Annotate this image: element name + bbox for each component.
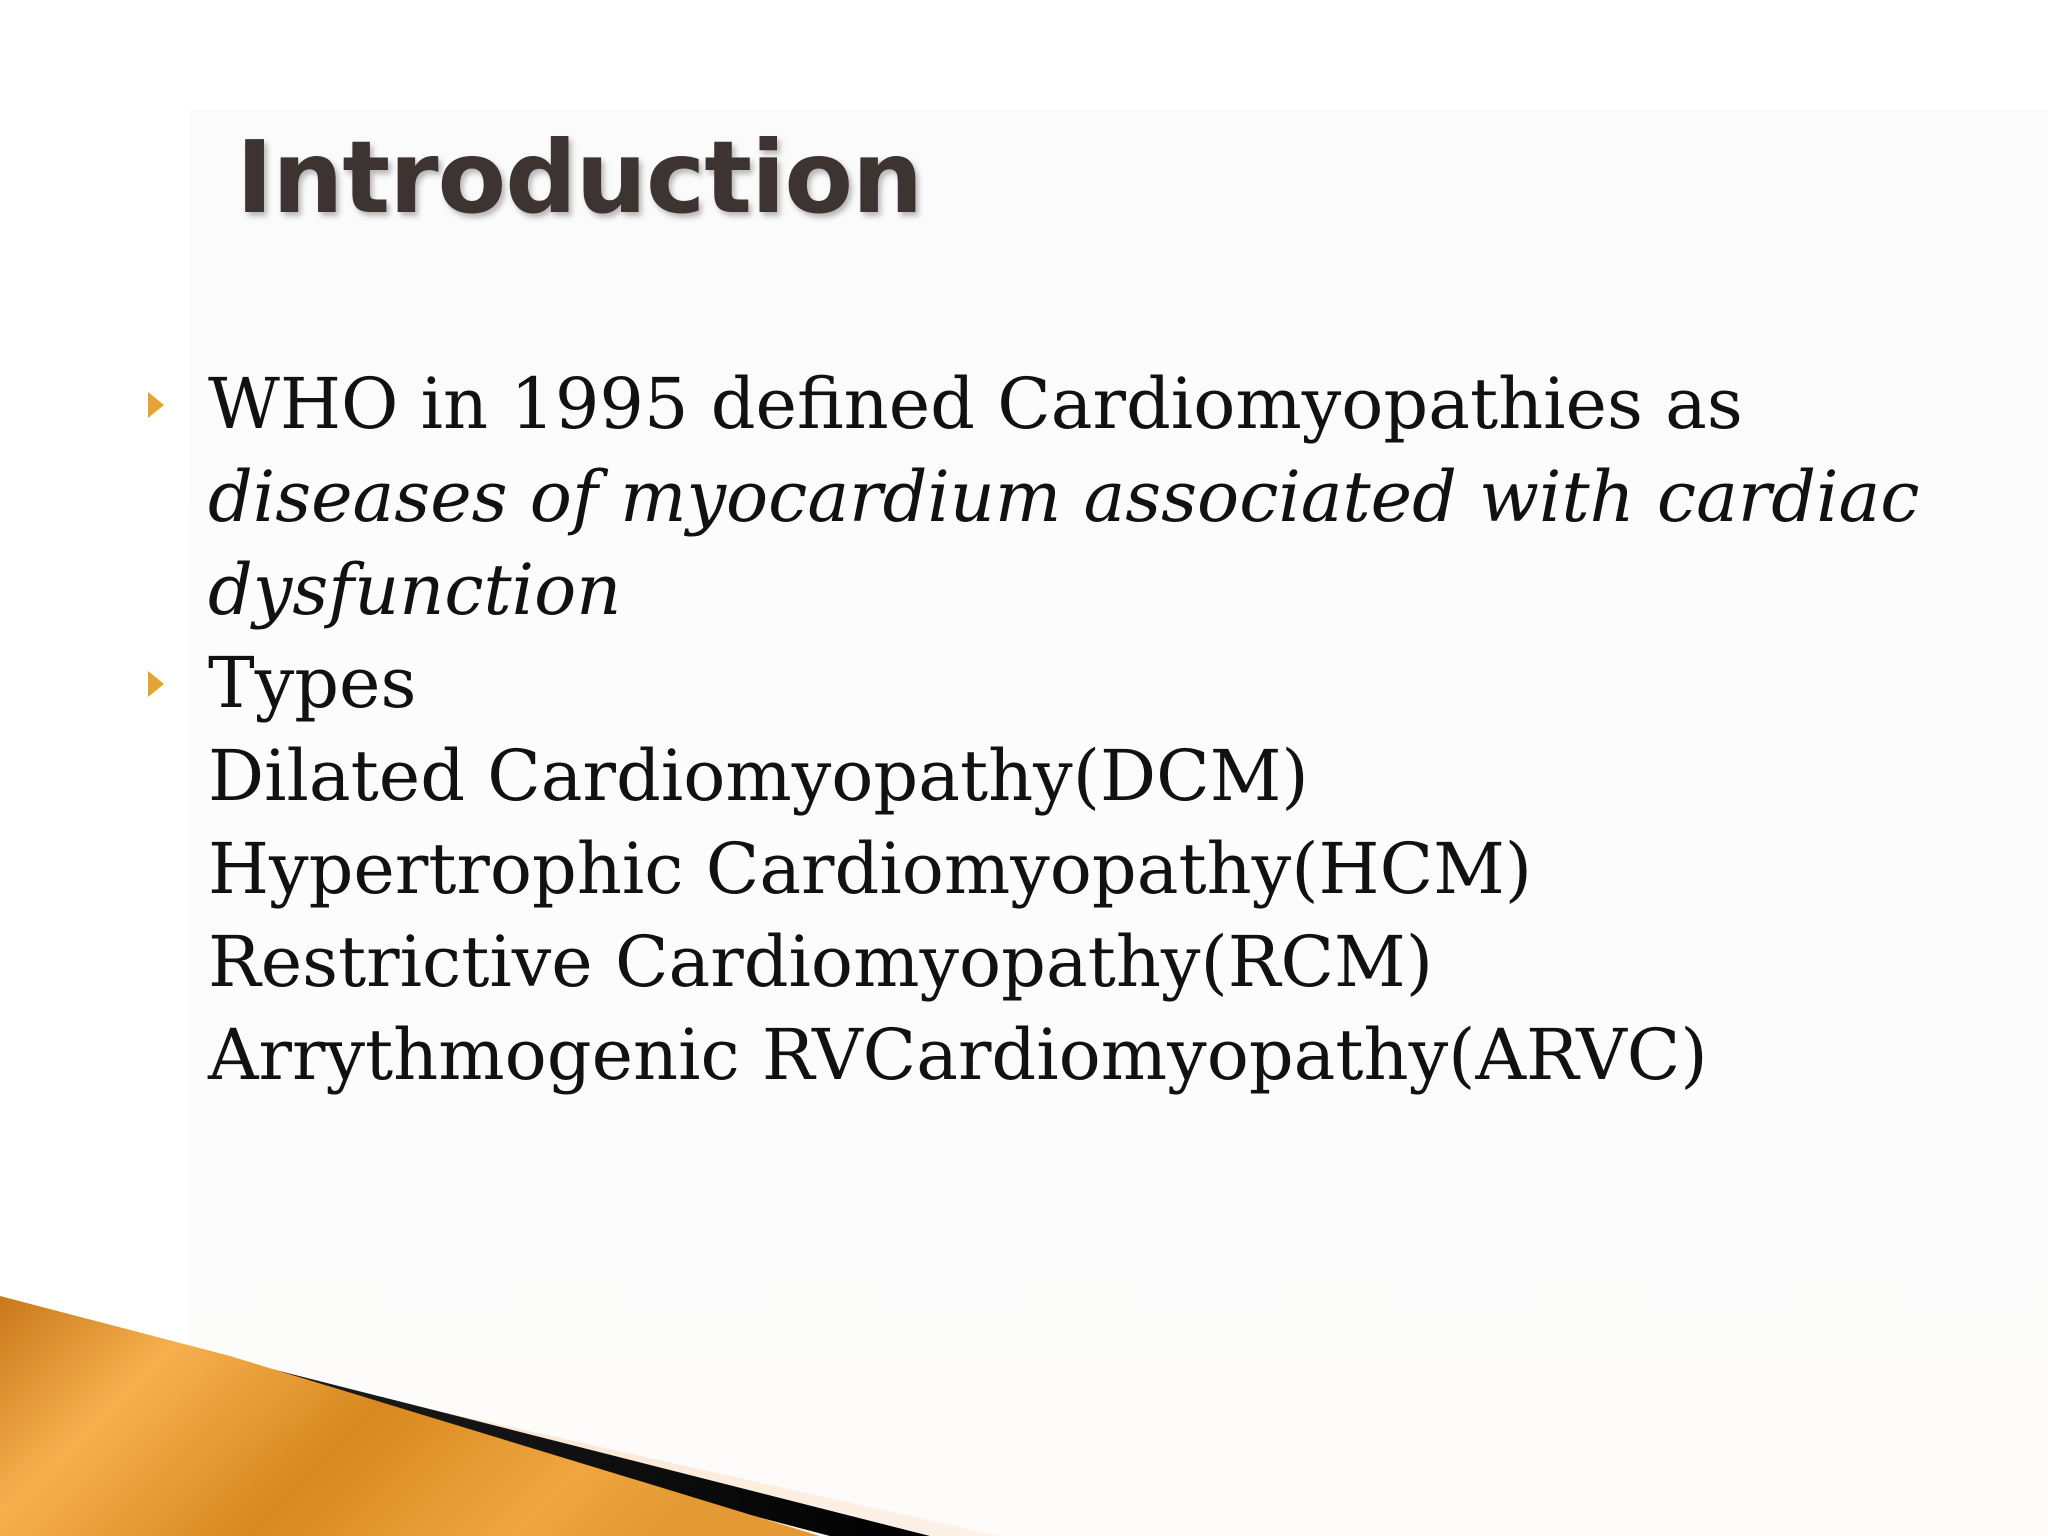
slide-title: Introduction [236,119,923,236]
type-line-arvc: Arrythmogenic RVCardiomyopathy(ARVC) [208,1014,1708,1096]
bullet-text: Types [208,642,417,724]
definition-italic-line: diseases of myocardium associated with cardiac [208,456,1920,538]
gold-wedge [0,1296,820,1536]
type-line-hcm: Hypertrophic Cardiomyopathy(HCM) [208,828,1533,910]
type-line-dcm: Dilated Cardiomyopathy(DCM) [208,735,1309,817]
type-line-rcm: Restrictive Cardiomyopathy(RCM) [208,921,1433,1003]
bullet-text: WHO in 1995 defined Cardiomyopathies as [208,363,1743,445]
definition-italic-line: dysfunction [208,549,622,631]
